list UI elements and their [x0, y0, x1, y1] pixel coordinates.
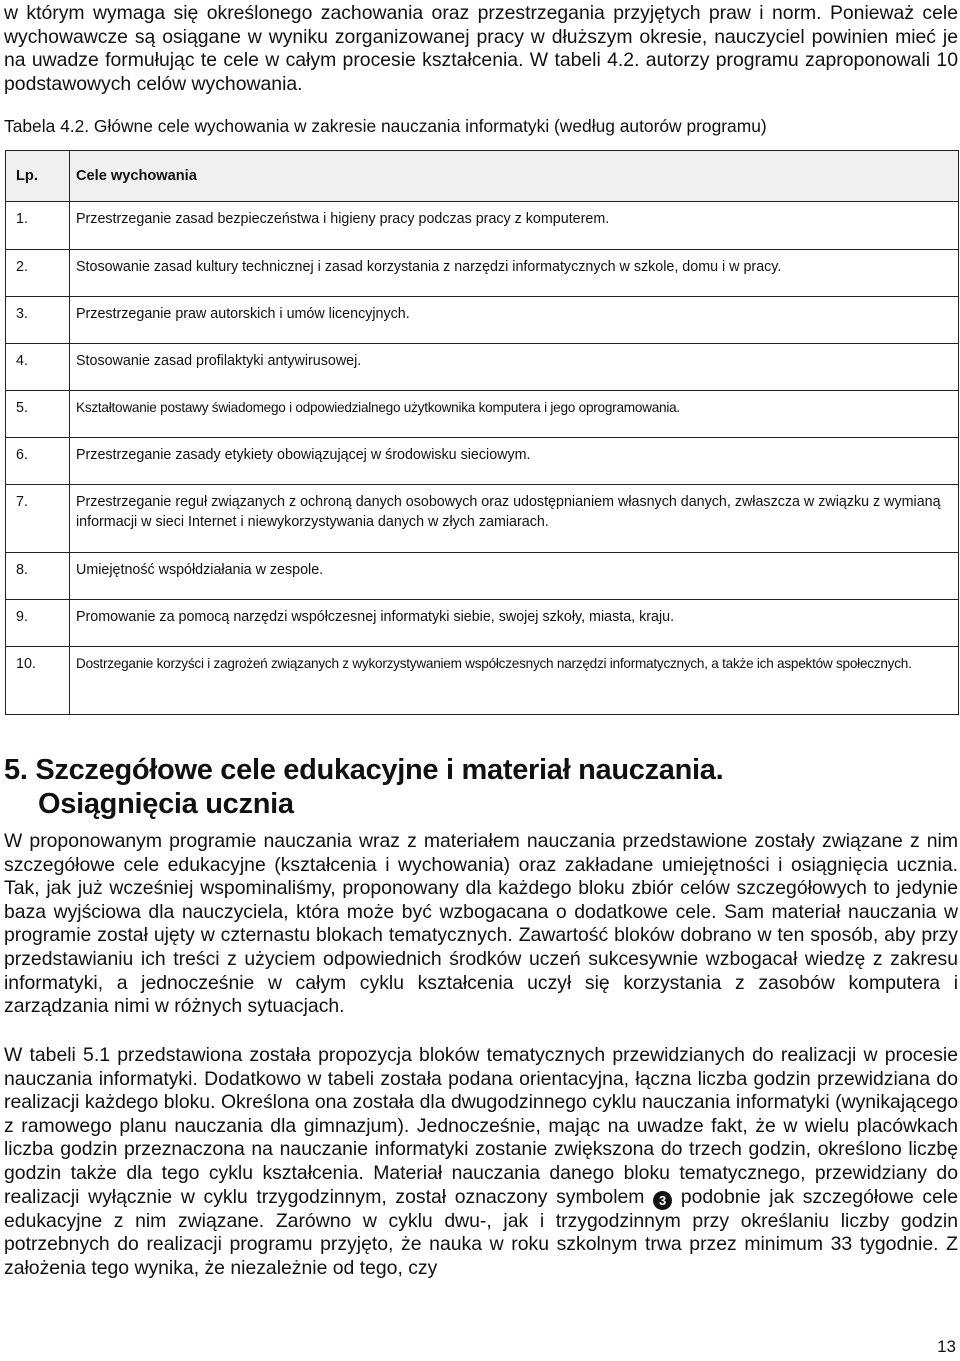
table-row [6, 297, 959, 344]
row-goal-text: Przestrzeganie zasady etykiety obowiązującej w środowisku sieciowym. [70, 438, 959, 485]
table-row [6, 202, 959, 250]
section-heading [4, 753, 723, 821]
row-goal-text: Przestrzeganie praw autorskich i umów licencyjnych. [70, 297, 959, 344]
paragraph-2-text-start: W tabeli 5.1 przedstawiona została propozycja bloków tematycznych przewidzianych do realizacji w procesie nauczania informatyki. Dodatkowo w tabeli została podana orientacyjna, łączna liczba godzin przewidziana do realizacji każdego bloku. Określona ona została dla dwugodzinnego cyklu nauczania informatyki (wynikającego z ramowego planu nauczania dla gimnazjum). Jednocześnie, mając na uwadze fakt, że w wielu placówkach liczba godzin przeznaczona na nauczanie informatyki zostanie zwiększona do trzech godzin, określono liczbę godzin także dla tego cyklu kształcenia. Materiał nauczania danego bloku tematycznego, przewidziany do realizacji wyłącznie w cyklu trzygodzinnym, został oznaczony symbolem [4, 1044, 958, 1208]
body-paragraph-1: W proponowanym programie nauczania wraz z materiałem nauczania przedstawione zostały związane z nim szczegółowe cele edukacyjne (kształcenia i wychowania) oraz zakładane umiejętności i osiągnięcia ucznia. Tak, jak już wcześniej wspominaliśmy, proponowany dla każdego bloku zbiór celów szczegółowych to jedynie baza wyjściowa dla nauczyciela, która może być wzbogacana o dodatkowe cele. Sam materiał nauczania w programie został ujęty w czternastu blokach tematycznych. Zawartość bloków dobrano w ten sposób, aby przy przedstawianiu ich treści z użyciem odpowiednich środków uczeń sukcesywnie wzbogacał wiedzę z zakresu informatyki, a jednocześnie w całym cyklu kształcenia uczył się korzystania z zasobów komputera i zarządzania nimi w różnych sytuacjach. [4, 830, 958, 1018]
row-number: 5. [6, 391, 70, 438]
page-number: 13 [937, 1337, 956, 1356]
paragraph-2-text-end: podobnie jak szczegółowe cele edukacyjne z nim związane. Zarówno w cyklu dwu-, jak i trzygodzinnym przy określaniu liczby godzin potrzebnych do realizacji programu przyjęto, że nauka w roku szkolnym trwa przez minimum 33 tygodnie. Z założenia tego wynika, że niezależnie od tego, czy [4, 1185, 958, 1279]
table-header-row [6, 151, 959, 202]
body-paragraph-2 [4, 1044, 958, 1280]
row-goal-text: Kształtowanie postawy świadomego i odpowiedzialnego użytkownika komputera i jego oprogramowania. [70, 391, 959, 438]
header-lp: Lp. [6, 151, 70, 202]
table-row [6, 553, 959, 600]
row-number: 10. [6, 647, 70, 715]
row-goal-text: Promowanie za pomocą narzędzi współczesnej informatyki siebie, swojej szkoły, miasta, kraju. [70, 600, 959, 647]
three-hour-cycle-symbol-icon: 3 [653, 1191, 672, 1210]
table-row [6, 438, 959, 485]
table-row [6, 485, 959, 553]
section-title-line1: 5. Szczegółowe cele edukacyjne i materiał nauczania. [4, 754, 724, 786]
row-number: 1. [6, 202, 70, 250]
section-title-line2: Osiągnięcia ucznia [38, 788, 294, 820]
row-goal-text: Dostrzeganie korzyści i zagrożeń związanych z wykorzystywaniem współczesnych narzędzi informatycznych, a także ich aspektów społecznych. [70, 647, 959, 715]
intro-paragraph: w którym wymaga się określonego zachowania oraz przestrzegania przyjętych praw i norm. Ponieważ cele wychowawcze są osiągane w wyniku zorganizowanej pracy w dłuższym okresie, nauczyciel powinien mieć je na uwadze formułując te cele w całym procesie kształcenia. W tabeli 4.2. autorzy programu zaproponowali 10 podstawowych celów wychowania. [4, 2, 958, 95]
table-caption: Tabela 4.2. Główne cele wychowania w zakresie nauczania informatyki (według autorów programu) [4, 116, 767, 136]
row-number: 2. [6, 250, 70, 297]
row-goal-text: Stosowanie zasad profilaktyki antywirusowej. [70, 344, 959, 391]
header-goals: Cele wychowania [70, 151, 959, 202]
row-number: 7. [6, 485, 70, 553]
row-number: 9. [6, 600, 70, 647]
table-row [6, 344, 959, 391]
table-row [6, 250, 959, 297]
row-goal-text: Przestrzeganie zasad bezpieczeństwa i higieny pracy podczas pracy z komputerem. [70, 202, 959, 250]
row-goal-text: Umiejętność współdziałania w zespole. [70, 553, 959, 600]
row-goal-text: Przestrzeganie reguł związanych z ochroną danych osobowych oraz udostępnianiem własnych danych, zwłaszcza w związku z wymianą informacji w sieci Internet i niewykorzystywania danych w złych zamiarach. [70, 485, 959, 553]
education-goals-table [5, 150, 959, 715]
table-row [6, 600, 959, 647]
table-row [6, 647, 959, 715]
row-number: 3. [6, 297, 70, 344]
row-goal-text: Stosowanie zasad kultury technicznej i zasad korzystania z narzędzi informatycznych w szkole, domu i w pracy. [70, 250, 959, 297]
table-row [6, 391, 959, 438]
row-number: 4. [6, 344, 70, 391]
row-number: 8. [6, 553, 70, 600]
row-number: 6. [6, 438, 70, 485]
